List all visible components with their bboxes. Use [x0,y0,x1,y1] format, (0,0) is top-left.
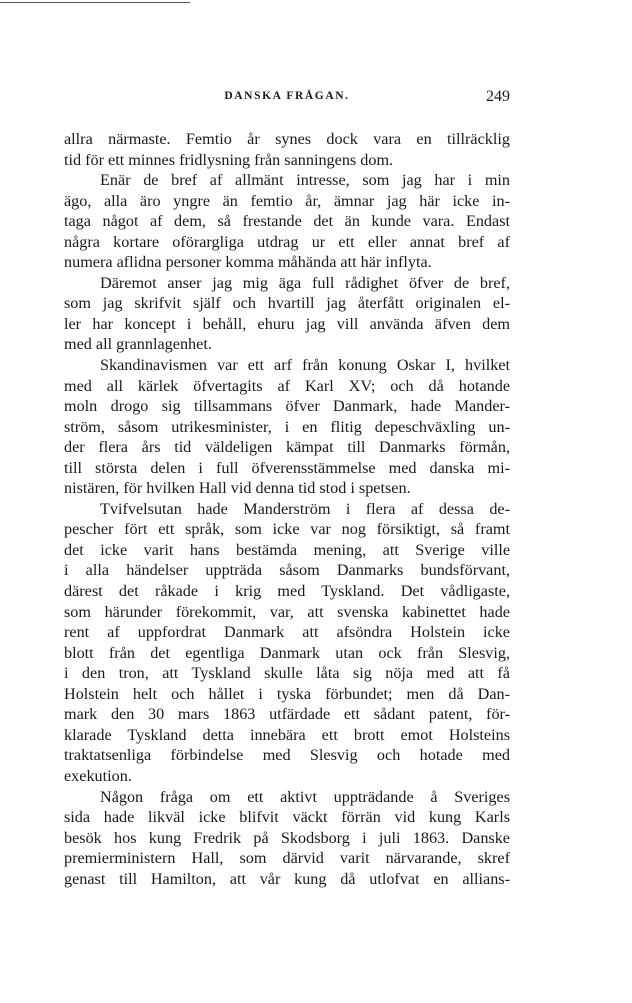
text-line: Någon fråga om ett aktivt uppträdande å Sveriges [100,787,510,806]
body-text [64,129,510,889]
text-line: i alla händelser uppträda såsom Danmarks bundsförvant, [64,561,510,580]
text-line: taga något af dem, så frestande det än kunde vara. Endast [64,212,510,231]
text-line: Tvifvelsutan hade Manderström i flera af dessa de- [100,499,510,518]
page-number: 249 [486,88,510,105]
text-line: som jag skrifvit själf och hvartill jag återfått originalen el- [64,294,510,313]
text-line: i den tron, att Tyskland skulle låta sig nöja med att få [64,664,510,683]
text-line: Enär de bref af allmänt intresse, som jag har i min [100,171,510,190]
text-line: exekution. [64,766,132,785]
text-line: mark den 30 mars 1863 utfärdade ett sådant patent, för- [64,705,510,724]
text-line: klarade Tyskland detta innebära ett brott emot Holsteins [64,725,510,744]
text-line: ström, såsom utrikesminister, i en flitig depeschväxling un- [64,417,510,436]
text-line: Holstein helt och hållet i tyska förbundet; men då Dan- [64,684,510,703]
text-line: der flera års tid väldeligen kämpat till Danmarks förmån, [64,438,510,457]
text-line: som härunder förekommit, var, att svenska kabinettet hade [64,602,510,621]
text-line: allra närmaste. Femtio år synes dock vara en tillräcklig [64,130,510,148]
text-line: genast till Hamilton, att vår kung då utlofvat en allians- [64,869,510,888]
text-line: några kortare oförargliga utdrag ur ett eller annat bref af [64,232,510,251]
text-line: nistären, för hvilken Hall vid denna tid stod i spetsen. [64,479,411,498]
page-header [64,88,510,110]
text-line: med all kärlek öfvertagits af Karl XV; och då hotande [64,376,510,395]
text-line: ägo, alla äro yngre än femtio år, ämnar jag här icke in- [64,191,510,210]
text-line: sida hade likväl icke blifvit väckt förrän vid kung Karls [64,808,510,827]
text-line: pescher fört ett språk, som icke var nog försiktigt, så framt [64,520,510,539]
text-line: Skandinavismen var ett arf från konung Oskar I, hvilket [100,356,510,375]
text-line: besök hos kung Fredrik på Skodsborg i juli 1863. Danske [64,828,510,847]
top-rule [0,2,190,3]
text-line: ler har koncept i behåll, ehuru jag vill använda äfven dem [64,314,510,333]
text-line: traktatsenliga förbindelse med Slesvig och hotade med [64,746,510,765]
text-line: med all grannlagenhet. [64,335,212,354]
text-line: numera aflidna personer komma måhända att här inflyta. [64,253,432,272]
text-line: det icke varit hans bestämda mening, att Sverige ville [64,540,510,559]
text-line: rent af uppfordrat Danmark att afsöndra Holstein icke [64,623,510,642]
text-line: premierministern Hall, som därvid varit närvarande, skref [64,849,510,868]
running-title: DANSKA FRÅGAN. [224,90,350,102]
text-line: blott från det egentliga Danmark utan ock från Slesvig, [64,643,510,662]
text-line: till största delen i full öfverensstämmelse med danska mi- [64,458,510,477]
text-line: därest det råkade i krig med Tyskland. Det vådligaste, [64,582,510,601]
text-line: moln drogo sig tillsammans öfver Danmark, hade Mander- [64,397,510,416]
text-line: Däremot anser jag mig äga full rådighet öfver de bref, [100,273,510,292]
text-line: tid för ett minnes fridlysning från sanningens dom. [64,150,394,169]
